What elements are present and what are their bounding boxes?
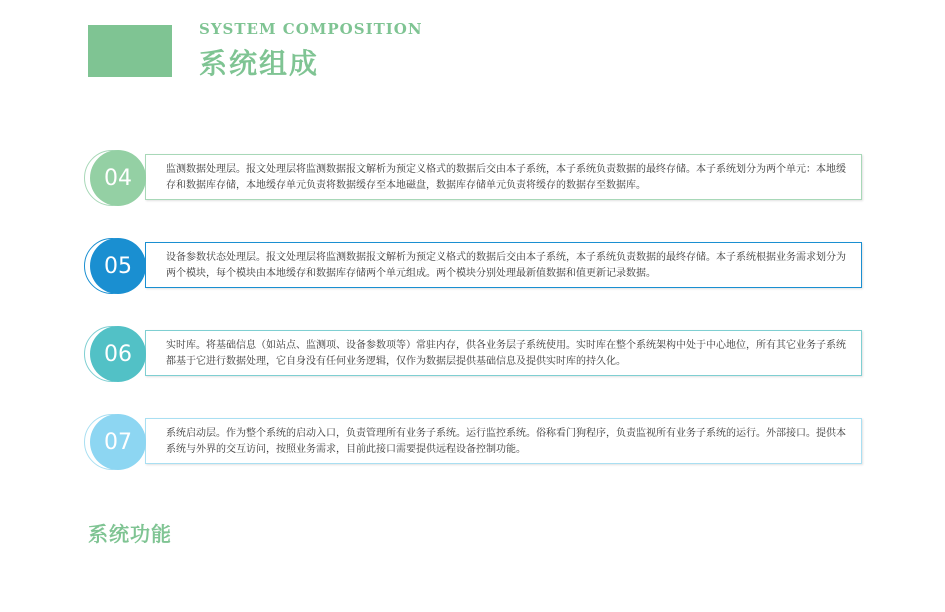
section-title: 系统组成 [199, 47, 320, 80]
item-number-badge: 04 [90, 150, 146, 206]
composition-item-05 [84, 242, 862, 288]
item-description: 设备参数状态处理层。报文处理层将监测数据报文解析为预定义格式的数据后交由本子系统，本子系统负责数据的最终存储。本子系统根据业务需求划分为两个模块，每个模块由本地缓存和数据库存储两个单元组成。两个模块分别处理最新值数据和值更新记录数据。 [166, 252, 846, 279]
item-description: 监测数据处理层。报文处理层将监测数据报文解析为预定义格式的数据后交由本子系统，本子系统负责数据的最终存储。本子系统划分为两个单元：本地缓存和数据库存储，本地缓存单元负责将数据缓存至本地磁盘，数据库存储单元负责将缓存的数据存至数据库。 [166, 164, 846, 191]
item-number-badge: 05 [90, 238, 146, 294]
next-section-title: 系统功能 [88, 522, 172, 546]
composition-item-04 [84, 154, 862, 200]
item-number-badge: 07 [90, 414, 146, 470]
header-color-block [88, 25, 172, 77]
composition-item-06 [84, 330, 862, 376]
composition-item-07 [84, 418, 862, 464]
item-number-badge: 06 [90, 326, 146, 382]
section-subtitle: SYSTEM COMPOSITION [199, 20, 423, 38]
item-description: 实时库。将基础信息（如站点、监测项、设备参数项等）常驻内存，供各业务层子系统使用。实时库在整个系统架构中处于中心地位，所有其它业务子系统都基于它进行数据处理，它自身没有任何业务逻辑，仅作为数据层提供基础信息及提供实时库的持久化。 [166, 340, 846, 367]
item-description: 系统启动层。作为整个系统的启动入口，负责管理所有业务子系统。运行监控系统。俗称看门狗程序，负责监视所有业务子系统的运行。外部接口。提供本系统与外界的交互访问，按照业务需求，目前此接口需要提供远程设备控制功能。 [166, 428, 846, 455]
